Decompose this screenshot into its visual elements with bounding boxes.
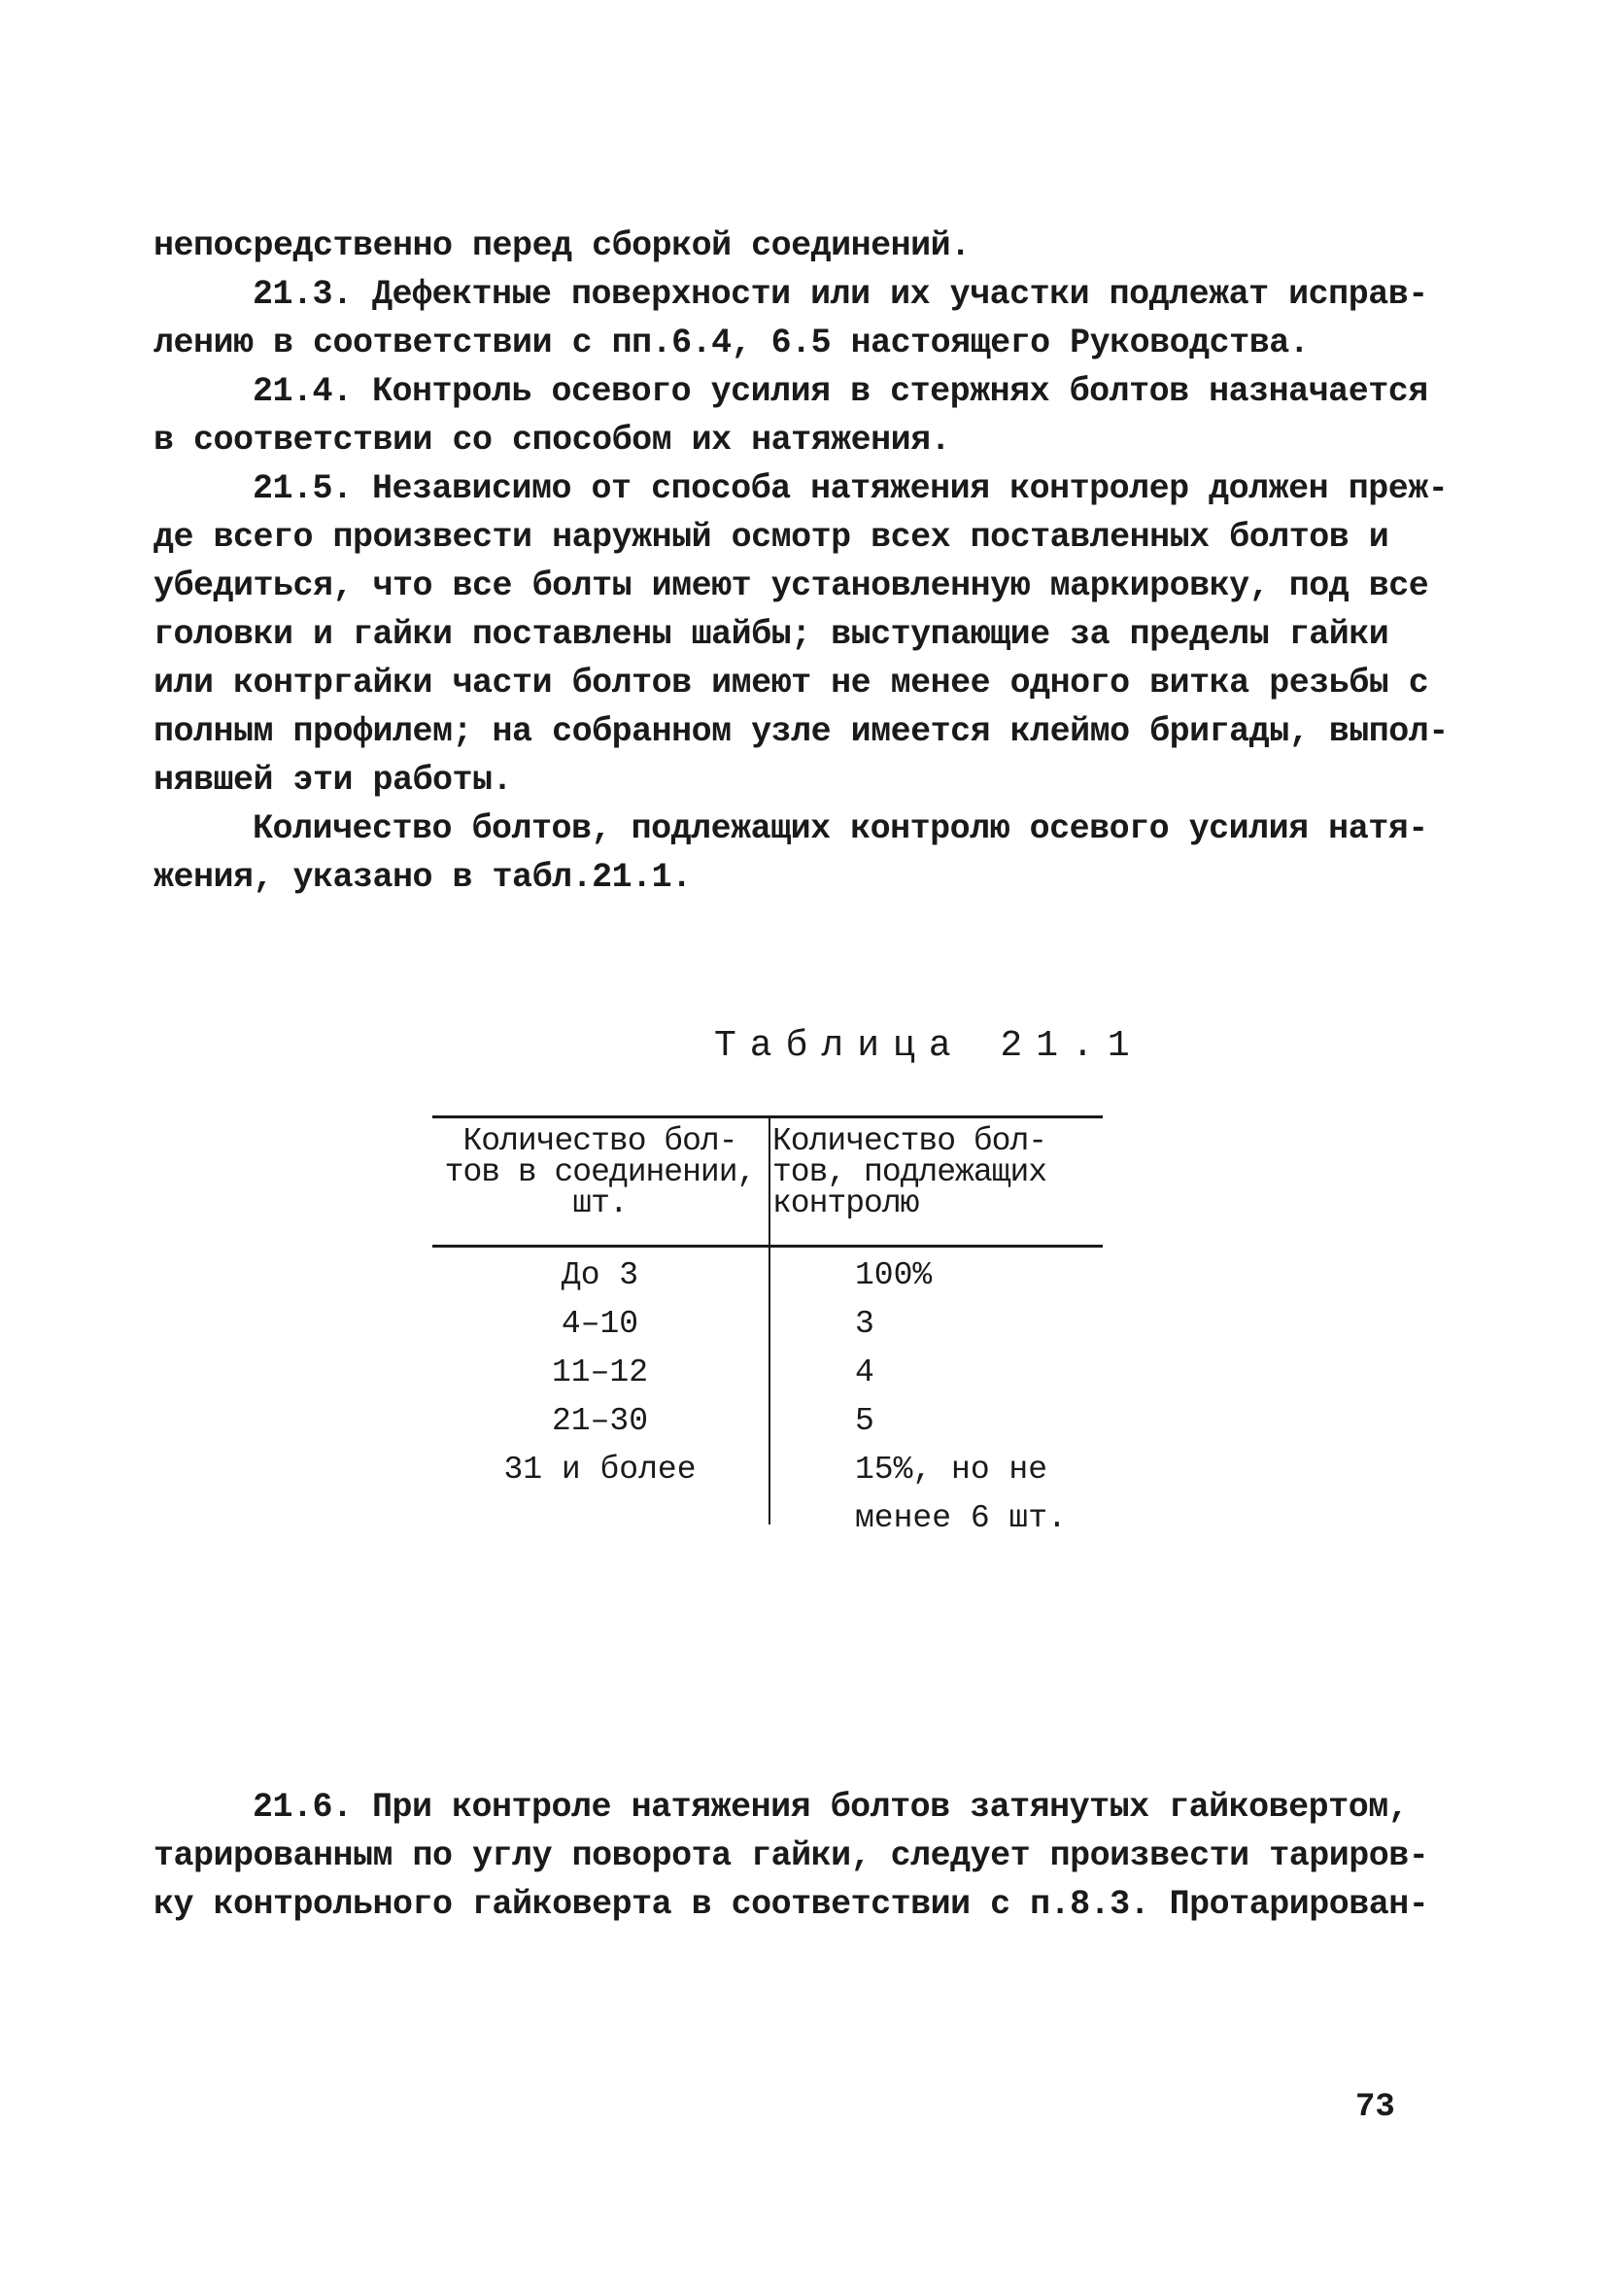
cell-count: 21–30: [551, 1403, 649, 1439]
text-line: де всего произвести наружный осмотр всех поставленных болтов и: [154, 518, 1389, 557]
text-line: убедиться, что все болты имеют установленную маркировку, под все: [154, 566, 1429, 605]
text-line: полным профилем; на собранном узле имеется клеймо бригады, выпол-: [154, 712, 1449, 751]
text-line: 21.4. Контроль осевого усилия в стержнях болтов назначается: [253, 372, 1428, 411]
table-caption: Таблица 21.1: [714, 1025, 1144, 1067]
header-line: шт.: [572, 1185, 628, 1221]
table-row: [432, 1349, 1103, 1397]
table-row: [432, 1251, 1103, 1300]
header-line: Количество бол-: [462, 1123, 737, 1159]
cell-control: 5: [855, 1403, 874, 1439]
text-line: тарированным по углу поворота гайки, следует произвести тариров-: [154, 1836, 1429, 1875]
cell-count: 11–12: [551, 1354, 649, 1390]
text-line: 21.6. При контроле натяжения болтов затянутых гайковертом,: [253, 1788, 1409, 1827]
table-body: [432, 1248, 1103, 1572]
text-line: нявшей эти работы.: [154, 761, 513, 800]
text-line: Количество болтов, подлежащих контролю осевого усилия натя-: [253, 809, 1428, 848]
bolt-control-table: [432, 1115, 1103, 1572]
cell-control: менее 6 шт.: [855, 1500, 1067, 1536]
header-line: Количество бол-: [772, 1123, 1047, 1159]
text-line: 21.3. Дефектные поверхности или их участки подлежат исправ-: [253, 275, 1428, 314]
cell-count: 31 и более: [503, 1452, 697, 1488]
cell-control: 4: [855, 1354, 874, 1390]
text-line: непосредственно перед сборкой соединений.: [154, 226, 971, 265]
text-line: в соответствии со способом их натяжения.: [154, 421, 951, 460]
body-text: [154, 222, 1465, 902]
table-row: [432, 1494, 1103, 1543]
cell-control: 3: [855, 1306, 874, 1342]
header-line: контролю: [772, 1185, 919, 1221]
text-line: лению в соответствии с пп.6.4, 6.5 настоящего Руководства.: [154, 324, 1310, 362]
table-header: [432, 1118, 1103, 1245]
text-line: жения, указано в табл.21.1.: [154, 858, 692, 897]
cell-control: 100%: [855, 1257, 933, 1293]
column-divider: [769, 1118, 770, 1245]
text-line: ку контрольного гайковерта в соответствии с п.8.3. Протарирован-: [154, 1885, 1429, 1924]
header-line: тов, подлежащих: [772, 1154, 1047, 1190]
text-line: или контргайки части болтов имеют не менее одного витка резьбы с: [154, 664, 1429, 703]
header-bolt-count: [432, 1118, 768, 1219]
header-line: тов в соединении,: [444, 1154, 756, 1190]
continuation-text: [154, 1783, 1465, 1929]
cell-count: До 3: [561, 1257, 639, 1293]
text-line: 21.5. Независимо от способа натяжения контролер должен преж-: [253, 469, 1449, 508]
table-row: [432, 1446, 1103, 1494]
cell-control: 15%, но не: [855, 1452, 1048, 1488]
page-number: 73: [1355, 2089, 1395, 2126]
text-line: головки и гайки поставлены шайбы; выступающие за пределы гайки: [154, 615, 1389, 654]
cell-count: 4–10: [561, 1306, 639, 1342]
table-row: [432, 1300, 1103, 1349]
header-controlled-count: [772, 1118, 1103, 1219]
table-row: [432, 1397, 1103, 1446]
